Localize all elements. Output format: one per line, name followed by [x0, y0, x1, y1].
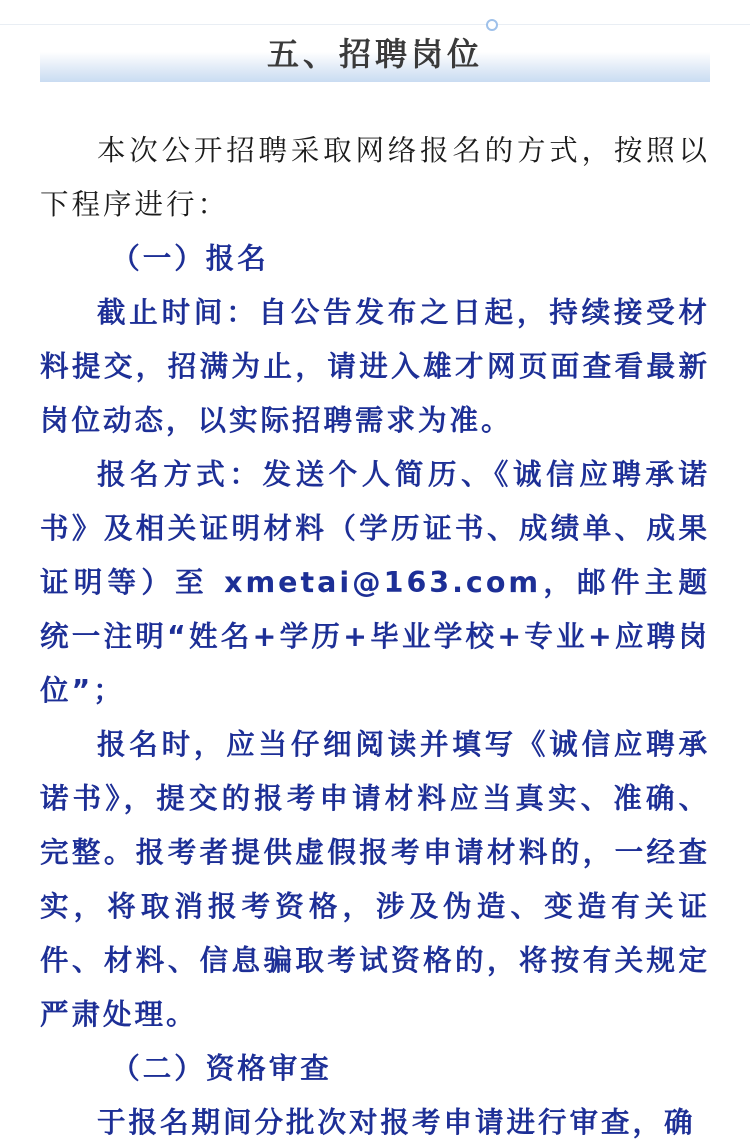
section-title: 五、招聘岗位	[266, 35, 483, 73]
heading-registration: （一）报名	[111, 242, 269, 275]
deadline-paragraph: 截止时间：自公告发布之日起，持续接受材料提交，招满为止，请进入雄才网页面查看最新岗位动态，以实际招聘需求为准。	[40, 296, 710, 437]
top-divider	[0, 24, 750, 25]
review-paragraph: 于报名期间分批次对报考申请进行审查，确	[97, 1106, 696, 1139]
notice-paragraph: 报名时，应当仔细阅读并填写《诚信应聘承诺书》，提交的报考申请材料应当真实、准确、完整。报考者提供虚假报考申请材料的，一经查实，将取消报考资格，涉及伪造、变造有关证件、材料、信息骗取考试资格的，将按有关规定严肃处理。	[40, 728, 710, 1031]
heading-qualification-review: （二）资格审查	[111, 1052, 332, 1085]
method-paragraph: 报名方式：发送个人简历、《诚信应聘承诺书》及相关证明材料（学历证书、成绩单、成果证明等）至 xmetai@163.com，邮件主题统一注明“姓名+学历+毕业学校+专业+应聘岗位”；	[40, 458, 710, 707]
article-body	[40, 124, 710, 1139]
intro-paragraph: 本次公开招聘采取网络报名的方式，按照以下程序进行：	[40, 134, 710, 221]
